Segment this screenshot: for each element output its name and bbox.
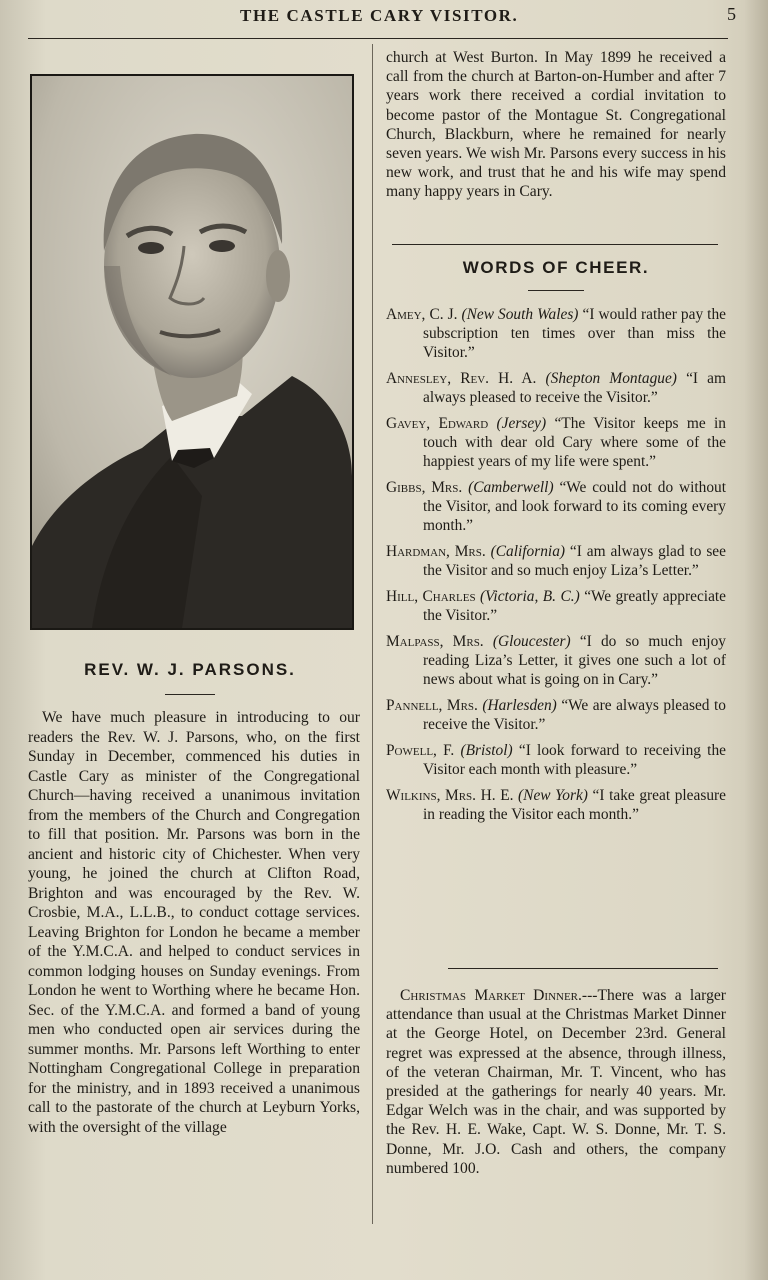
- cheer-name: Annesley, Rev. H. A.: [386, 370, 537, 387]
- portrait-illustration: [32, 76, 352, 628]
- cheer-entry: [386, 305, 726, 362]
- cheer-name: Gavey, Edward: [386, 415, 489, 432]
- cheer-name: Wilkins, Mrs. H. E.: [386, 787, 514, 804]
- cheer-entry: [386, 786, 726, 824]
- header-rule: [28, 38, 728, 39]
- cheer-name: Powell, F.: [386, 742, 455, 759]
- cheer-place: (New South Wales): [461, 306, 579, 323]
- cheer-place: (Bristol): [460, 742, 513, 759]
- section-rule-bottom: [448, 968, 718, 969]
- cheer-entry: [386, 369, 726, 407]
- cheer-quote: “We are always pleased to receive the Visitor.”: [423, 697, 726, 733]
- cheer-place: (Shepton Montague): [545, 370, 677, 387]
- cheer-place: (Camberwell): [468, 479, 554, 496]
- cheer-quote: “I do so much enjoy reading Liza’s Letter, it gives one such a lot of news about what is going on in Cary.”: [423, 633, 726, 688]
- caption-rule: [165, 694, 215, 695]
- cheer-name: Pannell, Mrs.: [386, 697, 478, 714]
- christmas-market-heading: Christmas Market Dinner.: [400, 987, 582, 1004]
- cheer-name: Malpass, Mrs.: [386, 633, 484, 650]
- words-of-cheer-heading: WORDS OF CHEER.: [462, 258, 650, 277]
- cheer-place: (Jersey): [496, 415, 547, 432]
- page-edge-shadow: [744, 0, 768, 1280]
- cheer-entry: [386, 741, 726, 779]
- cheer-list: [386, 305, 726, 831]
- cheer-place: (California): [490, 543, 566, 560]
- cheer-entry: [386, 542, 726, 580]
- christmas-market-paragraph: [386, 986, 726, 1178]
- cheer-quote: “I am always glad to see the Visitor and so much enjoy Liza’s Letter.”: [423, 543, 726, 579]
- cheer-place: (Harlesden): [482, 697, 557, 714]
- cheer-quote: “I take great pleasure in reading the Visitor each month.”: [423, 787, 726, 823]
- article-text-right: church at West Burton. In May 1899 he received a call from the church at Barton-on-Humber and after 7 years work there received a cordial invitation to become pastor of the Montague St. Congregational Church, Blackburn, where he remained for nearly seven years. We wish Mr. Parsons every success in his new work, and trust that he and his wife may spend many happy years in Cary.: [386, 49, 726, 201]
- running-title: THE CASTLE CARY VISITOR.: [240, 6, 519, 25]
- cheer-entry: [386, 478, 726, 535]
- section-rule-top: [392, 244, 718, 245]
- cheer-name: Amey, C. J.: [386, 306, 458, 323]
- cheer-entry: [386, 632, 726, 689]
- cheer-entry: [386, 414, 726, 471]
- portrait-caption: REV. W. J. PARSONS.: [84, 660, 296, 679]
- cheer-quote: “We could not do without the Visitor, and look forward to its coming every month.”: [423, 479, 726, 534]
- running-head: [30, 4, 736, 30]
- cheer-quote: “I am always pleased to receive the Visitor.”: [423, 370, 726, 406]
- column-rule: [372, 44, 373, 1224]
- cheer-name: Hill, Charles: [386, 588, 476, 605]
- cheer-place: (Victoria, B. C.): [480, 588, 580, 605]
- cheer-place: (Gloucester): [492, 633, 571, 650]
- page-number: 5: [727, 4, 736, 24]
- cheer-place: (New York): [518, 787, 588, 804]
- christmas-market-text: ---There was a larger attendance than usual at the Christmas Market Dinner at the George Hotel, on December 23rd. General regret was expressed at the absence, through illness, of the veteran Chairman, Mr. T. Vincent, who has presided at the gatherings for nearly 40 years. Mr. Edgar Welch was in the chair, and was supported by the Rev. H. E. Wake, Capt. W. S. Donne, Mr. T. S. Donne, Mr. J.O. Cash and others, the company numbered 100.: [386, 987, 726, 1177]
- cheer-entry: [386, 587, 726, 625]
- cheer-quote: “We greatly appreciate the Visitor.”: [423, 588, 727, 624]
- cheer-name: Gibbs, Mrs.: [386, 479, 463, 496]
- cheer-quote: “I would rather pay the subscription ten times over than miss the Visitor.”: [423, 306, 726, 361]
- cheer-quote: “The Visitor keeps me in touch with dear old Cary where some of the happiest years of my life were spent.”: [423, 415, 726, 470]
- heading-rule: [528, 290, 584, 291]
- cheer-entry: [386, 696, 726, 734]
- portrait-photo: [30, 74, 354, 630]
- article-text-left: We have much pleasure in introducing to our readers the Rev. W. J. Parsons, who, on the first Sunday in December, commenced his duties in Castle Cary as minister of the Congregational Church—having received a unanimous invitation from the members of the Church and Congregation to fill that position. Mr. Parsons was born in the ancient and historic city of Chichester. When very young, he joined the church at Clifton Road, Brighton and was encouraged by the Rev. W. Crosbie, M.A., L.L.B., to conduct cottage services. Leaving Brighton for London he became a member of the Y.M.C.A. and helped to conduct services in common lodging houses on Sunday evenings. From London he went to Worthing where he became Hon. Sec. of the Y.M.C.A. and formed a band of young men who conducted open air services during the summer months. Mr. Parsons left Worthing to enter Nottingham Congregational College in preparation for the ministry, and in 1893 received a unanimous call to the pastorate of the church at Leyburn Yorks, with the oversight of the village: [28, 709, 360, 1136]
- cheer-quote: “I look forward to receiving the Visitor each month with pleasure.”: [423, 742, 726, 778]
- cheer-name: Hardman, Mrs.: [386, 543, 486, 560]
